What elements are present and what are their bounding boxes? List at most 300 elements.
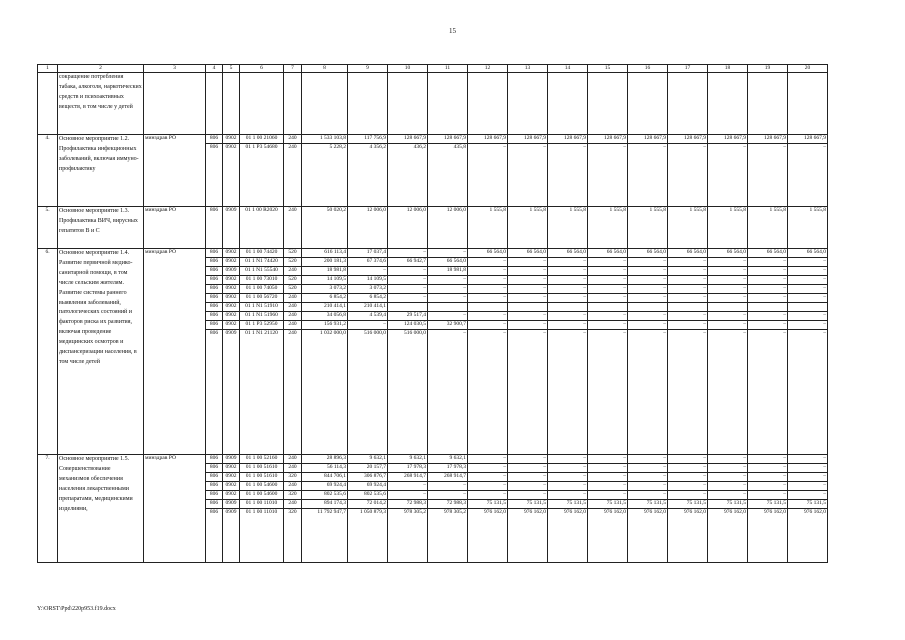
amount-cell	[748, 73, 788, 135]
table-row	[38, 249, 828, 258]
amount-cell	[428, 303, 468, 312]
amount-cell: –	[588, 267, 628, 276]
amount-cell: 17 978,3	[428, 464, 468, 473]
amount-cell: –	[468, 482, 508, 491]
footer-file-path: Y:\ORST\Ppd\220p953.f19.docx	[37, 606, 116, 612]
responsible-executor: минздрав РО	[144, 135, 206, 207]
expense-type-code: 240	[284, 294, 302, 303]
amount-cell: 12 006,0	[348, 207, 388, 249]
section-code: 0902	[223, 144, 240, 207]
amount-cell: –	[708, 144, 748, 207]
amount-cell: –	[668, 321, 708, 330]
grbs-code: 806	[206, 276, 223, 285]
amount-cell: –	[388, 482, 428, 491]
responsible-executor: минздрав РО	[144, 249, 206, 455]
amount-cell: 66 564,0	[468, 249, 508, 258]
amount-cell: –	[548, 267, 588, 276]
column-header: 1	[38, 65, 58, 73]
amount-cell: 6 854,2	[302, 294, 348, 303]
amount-cell: –	[508, 276, 548, 285]
table-row	[38, 455, 828, 464]
amount-cell: –	[588, 144, 628, 207]
column-header: 4	[206, 65, 223, 73]
amount-cell: 17 037,4	[348, 249, 388, 258]
amount-cell: 72 988,3	[388, 500, 428, 509]
amount-cell: 210 414,1	[302, 303, 348, 312]
amount-cell: –	[468, 330, 508, 455]
amount-cell: 66 564,0	[708, 249, 748, 258]
expense-type-code: 320	[284, 491, 302, 500]
amount-cell: 128 667,9	[468, 135, 508, 144]
row-number: 4.	[38, 135, 58, 207]
amount-cell: 9 632,1	[388, 455, 428, 464]
column-header: 9	[348, 65, 388, 73]
amount-cell: –	[628, 473, 668, 482]
amount-cell: 976 162,0	[708, 509, 748, 563]
amount-cell: –	[668, 258, 708, 267]
amount-cell: 802 535,6	[348, 491, 388, 500]
responsible-executor: минздрав РО	[144, 207, 206, 249]
amount-cell: 156 931,2	[302, 321, 348, 330]
column-header: 2	[58, 65, 144, 73]
amount-cell: –	[668, 482, 708, 491]
amount-cell: 69 924,4	[348, 482, 388, 491]
section-code: 0909	[223, 330, 240, 455]
amount-cell: –	[628, 276, 668, 285]
section-code	[223, 73, 240, 135]
amount-cell: –	[548, 276, 588, 285]
amount-cell: –	[588, 312, 628, 321]
amount-cell: 128 667,9	[708, 135, 748, 144]
row-number: 6.	[38, 249, 58, 455]
amount-cell: 976 162,0	[668, 509, 708, 563]
amount-cell: –	[548, 464, 588, 473]
amount-cell: –	[788, 491, 828, 500]
row-number: 7.	[38, 455, 58, 563]
amount-cell: –	[708, 464, 748, 473]
amount-cell: 616 113,4	[302, 249, 348, 258]
section-code: 0902	[223, 321, 240, 330]
amount-cell: –	[468, 473, 508, 482]
amount-cell: 72 988,3	[428, 500, 468, 509]
amount-cell: 117 756,9	[348, 135, 388, 144]
amount-cell: 436,2	[388, 144, 428, 207]
target-article-code: 01 1 00 51610	[240, 473, 284, 482]
target-article-code: 01 1 P3 54680	[240, 144, 284, 207]
amount-cell: –	[588, 258, 628, 267]
amount-cell: 67 374,6	[348, 258, 388, 267]
amount-cell: 66 564,0	[588, 249, 628, 258]
amount-cell: –	[388, 491, 428, 500]
amount-cell: –	[468, 312, 508, 321]
amount-cell: 978 305,2	[428, 509, 468, 563]
grbs-code: 806	[206, 500, 223, 509]
amount-cell: –	[588, 330, 628, 455]
amount-cell: –	[628, 144, 668, 207]
amount-cell: 1 533 103,8	[302, 135, 348, 144]
column-header: 12	[468, 65, 508, 73]
amount-cell: 17 978,3	[388, 464, 428, 473]
amount-cell: 516 000,0	[348, 330, 388, 455]
amount-cell: –	[748, 285, 788, 294]
target-article-code: 01 1 00 11010	[240, 500, 284, 509]
amount-cell: 976 162,0	[628, 509, 668, 563]
grbs-code: 806	[206, 330, 223, 455]
amount-cell: –	[548, 473, 588, 482]
table-row	[38, 207, 828, 249]
amount-cell	[708, 303, 748, 312]
amount-cell: –	[508, 330, 548, 455]
amount-cell: –	[548, 491, 588, 500]
amount-cell: 894 174,3	[302, 500, 348, 509]
amount-cell	[628, 73, 668, 135]
amount-cell: –	[668, 267, 708, 276]
amount-cell: –	[748, 330, 788, 455]
grbs-code	[206, 73, 223, 135]
expense-type-code: 240	[284, 500, 302, 509]
amount-cell: 28 896,3	[302, 455, 348, 464]
amount-cell: –	[708, 330, 748, 455]
amount-cell: –	[548, 294, 588, 303]
section-code: 0909	[223, 455, 240, 464]
expense-type-code: 240	[284, 464, 302, 473]
target-article-code: 01 1 N1 74420	[240, 258, 284, 267]
amount-cell: 435,8	[428, 144, 468, 207]
amount-cell	[508, 73, 548, 135]
amount-cell: –	[748, 464, 788, 473]
amount-cell: –	[708, 482, 748, 491]
amount-cell: –	[668, 144, 708, 207]
section-code: 0902	[223, 249, 240, 258]
amount-cell: –	[508, 491, 548, 500]
amount-cell: 128 667,9	[428, 135, 468, 144]
amount-cell: –	[788, 330, 828, 455]
amount-cell: –	[588, 455, 628, 464]
amount-cell: –	[548, 330, 588, 455]
amount-cell: –	[548, 285, 588, 294]
amount-cell: –	[628, 312, 668, 321]
amount-cell	[788, 73, 828, 135]
amount-cell: 75 131,5	[468, 500, 508, 509]
amount-cell: 3 073,2	[302, 285, 348, 294]
amount-cell: 128 667,9	[748, 135, 788, 144]
amount-cell: 75 131,5	[788, 500, 828, 509]
amount-cell: –	[588, 491, 628, 500]
expense-type-code	[284, 73, 302, 135]
amount-cell: –	[748, 491, 788, 500]
section-code: 0902	[223, 464, 240, 473]
amount-cell: 66 942,7	[388, 258, 428, 267]
amount-cell: 128 667,9	[588, 135, 628, 144]
amount-cell: –	[628, 491, 668, 500]
amount-cell: –	[548, 455, 588, 464]
target-article-code: 01 1 00 11010	[240, 509, 284, 563]
amount-cell: 11 792 947,7	[302, 509, 348, 563]
amount-cell: –	[668, 455, 708, 464]
amount-cell: 1 032 000,0	[302, 330, 348, 455]
expense-type-code: 520	[284, 276, 302, 285]
amount-cell: –	[788, 312, 828, 321]
grbs-code: 806	[206, 455, 223, 464]
amount-cell: 128 667,9	[508, 135, 548, 144]
amount-cell: –	[788, 321, 828, 330]
amount-cell: –	[468, 267, 508, 276]
amount-cell: 50 020,2	[302, 207, 348, 249]
amount-cell: –	[508, 258, 548, 267]
amount-cell	[708, 73, 748, 135]
column-header: 14	[548, 65, 588, 73]
expense-type-code: 240	[284, 144, 302, 207]
amount-cell: 978 305,2	[388, 509, 428, 563]
grbs-code: 806	[206, 509, 223, 563]
amount-cell	[388, 73, 428, 135]
amount-cell: –	[748, 321, 788, 330]
column-header: 3	[144, 65, 206, 73]
amount-cell: –	[668, 312, 708, 321]
amount-cell: 1 050 879,3	[348, 509, 388, 563]
amount-cell: 1 555,8	[628, 207, 668, 249]
target-article-code: 01 1 00 R2020	[240, 207, 284, 249]
amount-cell: 1 555,8	[748, 207, 788, 249]
amount-cell: –	[748, 144, 788, 207]
amount-cell: 268 914,7	[428, 473, 468, 482]
amount-cell	[508, 303, 548, 312]
amount-cell: 56 114,3	[302, 464, 348, 473]
target-article-code: 01 1 00 74050	[240, 285, 284, 294]
amount-cell: –	[628, 321, 668, 330]
amount-cell: –	[708, 312, 748, 321]
amount-cell: 802 535,6	[302, 491, 348, 500]
amount-cell: –	[788, 276, 828, 285]
amount-cell: 34 056,8	[302, 312, 348, 321]
grbs-code: 806	[206, 135, 223, 144]
grbs-code: 806	[206, 321, 223, 330]
amount-cell: 18 981,8	[302, 267, 348, 276]
amount-cell: –	[508, 482, 548, 491]
amount-cell: 210 414,1	[348, 303, 388, 312]
amount-cell: 66 564,0	[628, 249, 668, 258]
amount-cell: –	[628, 455, 668, 464]
amount-cell	[588, 73, 628, 135]
column-header: 7	[284, 65, 302, 73]
amount-cell: 516 000,0	[388, 330, 428, 455]
amount-cell: 1 555,8	[548, 207, 588, 249]
amount-cell: –	[508, 473, 548, 482]
column-header: 5	[223, 65, 240, 73]
amount-cell: –	[348, 321, 388, 330]
amount-cell: 66 564,0	[748, 249, 788, 258]
section-code: 0902	[223, 473, 240, 482]
table-row	[38, 73, 828, 135]
column-header: 13	[508, 65, 548, 73]
target-article-code: 01 1 N1 55540	[240, 267, 284, 276]
amount-cell: –	[428, 294, 468, 303]
amount-cell: 14 109,5	[302, 276, 348, 285]
amount-cell: 75 131,5	[548, 500, 588, 509]
amount-cell: –	[428, 285, 468, 294]
amount-cell: 1 555,8	[668, 207, 708, 249]
amount-cell: –	[708, 267, 748, 276]
amount-cell: 75 131,5	[508, 500, 548, 509]
expense-type-code: 520	[284, 249, 302, 258]
amount-cell	[468, 73, 508, 135]
amount-cell: –	[748, 267, 788, 276]
amount-cell	[348, 73, 388, 135]
amount-cell: –	[708, 285, 748, 294]
amount-cell: 9 632,1	[428, 455, 468, 464]
amount-cell: 976 162,0	[508, 509, 548, 563]
target-article-code: 01 1 00 73010	[240, 276, 284, 285]
activity-description: Основное мероприятие 1.3. Профилактика ВИЧ, вирусных гепатитов В и С	[58, 207, 144, 249]
amount-cell: –	[668, 491, 708, 500]
amount-cell: –	[708, 294, 748, 303]
amount-cell: –	[588, 482, 628, 491]
amount-cell: –	[628, 464, 668, 473]
amount-cell: –	[548, 258, 588, 267]
amount-cell: –	[628, 258, 668, 267]
expense-type-code: 240	[284, 303, 302, 312]
activity-description: Основное мероприятие 1.4. Развитие первичной медико-санитарной помощи, в том числе сельским жителям. Развитие системы раннего выявления заболеваний, патологических состояний и факторов риска их развития, включая проведение медицинских осмотров и диспансеризации населения, в том числе детей	[58, 249, 144, 455]
column-header: 6	[240, 65, 284, 73]
amount-cell: 66 564,0	[548, 249, 588, 258]
responsible-executor: минздрав РО	[144, 455, 206, 563]
amount-cell: 75 131,5	[628, 500, 668, 509]
amount-cell: –	[788, 267, 828, 276]
expense-type-code: 240	[284, 312, 302, 321]
amount-cell: 18 981,8	[428, 267, 468, 276]
expense-type-code: 240	[284, 267, 302, 276]
row-number	[38, 73, 58, 135]
amount-cell: –	[628, 285, 668, 294]
amount-cell: –	[428, 482, 468, 491]
amount-cell: –	[548, 482, 588, 491]
amount-cell: –	[388, 294, 428, 303]
amount-cell: –	[428, 249, 468, 258]
amount-cell: –	[508, 455, 548, 464]
section-code: 0902	[223, 285, 240, 294]
amount-cell: –	[708, 321, 748, 330]
amount-cell: –	[508, 321, 548, 330]
amount-cell: –	[388, 285, 428, 294]
amount-cell: –	[468, 321, 508, 330]
column-header: 15	[588, 65, 628, 73]
section-code: 0902	[223, 491, 240, 500]
grbs-code: 806	[206, 285, 223, 294]
amount-cell: 66 564,0	[428, 258, 468, 267]
amount-cell	[548, 303, 588, 312]
grbs-code: 806	[206, 491, 223, 500]
amount-cell: 1 555,8	[468, 207, 508, 249]
amount-cell: 1 555,8	[708, 207, 748, 249]
amount-cell	[302, 73, 348, 135]
amount-cell: –	[748, 312, 788, 321]
row-number: 5.	[38, 207, 58, 249]
column-header: 16	[628, 65, 668, 73]
target-article-code: 01 1 00 54600	[240, 482, 284, 491]
amount-cell	[548, 73, 588, 135]
section-code: 0902	[223, 258, 240, 267]
amount-cell: 66 564,0	[788, 249, 828, 258]
amount-cell: –	[668, 276, 708, 285]
target-article-code: 01 1 N1 51910	[240, 303, 284, 312]
activity-description: Основное мероприятие 1.5. Совершенствование механизмов обеспечения населения лекарственными препаратами, медицинскими изделиями,	[58, 455, 144, 563]
amount-cell: 1 555,8	[588, 207, 628, 249]
amount-cell: –	[708, 473, 748, 482]
amount-cell: –	[748, 276, 788, 285]
amount-cell: 306 876,7	[348, 473, 388, 482]
amount-cell: 128 667,9	[548, 135, 588, 144]
amount-cell: –	[588, 294, 628, 303]
amount-cell: –	[548, 144, 588, 207]
amount-cell: –	[788, 285, 828, 294]
amount-cell: –	[348, 267, 388, 276]
section-code: 0909	[223, 509, 240, 563]
amount-cell: 3 073,2	[348, 285, 388, 294]
amount-cell: –	[708, 491, 748, 500]
amount-cell	[468, 303, 508, 312]
amount-cell: 75 131,5	[588, 500, 628, 509]
amount-cell: –	[748, 473, 788, 482]
amount-cell: –	[588, 473, 628, 482]
amount-cell: –	[508, 267, 548, 276]
amount-cell: 4 356,2	[348, 144, 388, 207]
amount-cell: 14 109,5	[348, 276, 388, 285]
responsible-executor	[144, 73, 206, 135]
amount-cell: 128 667,9	[788, 135, 828, 144]
amount-cell: 72 014,2	[348, 500, 388, 509]
grbs-code: 806	[206, 312, 223, 321]
target-article-code: 01 1 P3 52950	[240, 321, 284, 330]
amount-cell: 69 924,4	[302, 482, 348, 491]
expense-type-code: 320	[284, 473, 302, 482]
section-code: 0902	[223, 135, 240, 144]
amount-cell: 32 900,7	[428, 321, 468, 330]
amount-cell	[668, 303, 708, 312]
amount-cell: –	[748, 455, 788, 464]
amount-cell	[628, 303, 668, 312]
amount-cell: –	[748, 258, 788, 267]
amount-cell	[748, 303, 788, 312]
amount-cell: –	[508, 285, 548, 294]
grbs-code: 806	[206, 267, 223, 276]
amount-cell: –	[468, 258, 508, 267]
expense-type-code: 240	[284, 455, 302, 464]
amount-cell: 124 030,5	[388, 321, 428, 330]
grbs-code: 806	[206, 482, 223, 491]
amount-cell: 6 854,2	[348, 294, 388, 303]
section-code: 0902	[223, 312, 240, 321]
amount-cell: 4 539,4	[348, 312, 388, 321]
amount-cell: 976 162,0	[588, 509, 628, 563]
amount-cell: 128 667,9	[668, 135, 708, 144]
section-code: 0909	[223, 207, 240, 249]
amount-cell: –	[788, 464, 828, 473]
amount-cell: –	[508, 294, 548, 303]
amount-cell: –	[788, 294, 828, 303]
amount-cell: 5 228,2	[302, 144, 348, 207]
expense-type-code: 240	[284, 321, 302, 330]
header-row	[38, 65, 828, 73]
amount-cell: –	[588, 464, 628, 473]
amount-cell: –	[668, 464, 708, 473]
amount-cell: –	[628, 294, 668, 303]
target-article-code: 01 1 N1 51960	[240, 312, 284, 321]
amount-cell: 128 667,9	[628, 135, 668, 144]
amount-cell	[788, 303, 828, 312]
section-code: 0902	[223, 276, 240, 285]
amount-cell: –	[388, 276, 428, 285]
grbs-code: 806	[206, 303, 223, 312]
